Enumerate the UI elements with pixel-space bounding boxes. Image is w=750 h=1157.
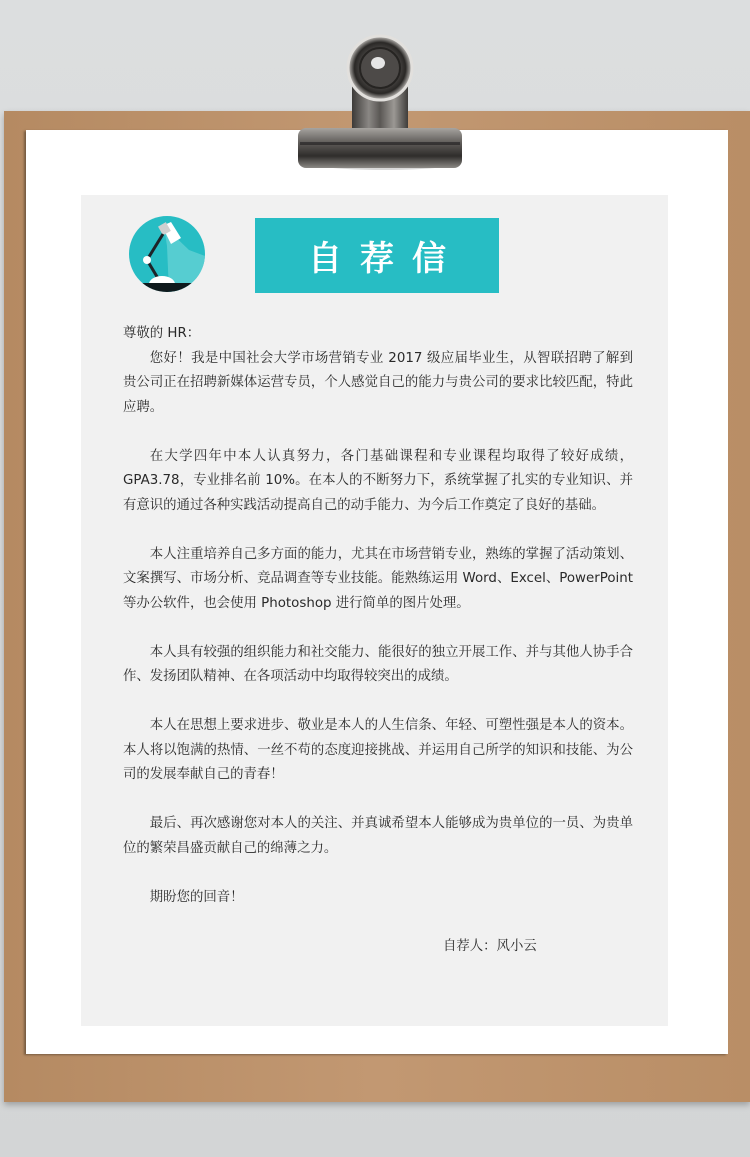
letter-greeting: 尊敬的 HR： [123, 326, 201, 341]
letter-paragraph: 在大学四年中本人认真努力，各门基础课程和专业课程均取得了较好成绩，GPA3.78，专业排名前 10%。在本人的不断努力下，系统掌握了扎实的专业知识、并有意识的通过各种实践活动提高自己的动手能力、为今后工作奠定了良好的基础。 [123, 448, 633, 513]
letter-closing: 期盼您的回音！ [149, 889, 244, 905]
letter-paragraph: 本人在思想上要求进步、敬业是本人的人生信条、年轻、可塑性强是本人的资本。本人将以饱满的热情、一丝不苟的态度迎接挑战、并运用自己所学的知识和技能、为公司的发展奉献自己的青春！ [123, 718, 633, 782]
page-title: 自荐信 [255, 218, 499, 293]
letter-paragraph: 您好！我是中国社会大学市场营销专业 2017 级应届毕业生，从智联招聘了解到贵公司正在招聘新媒体运营专员，个人感觉自己的能力与贵公司的要求比较匹配，特此应聘。 [123, 350, 633, 415]
binder-clip-icon [290, 22, 470, 172]
letter-paragraph: 本人具有较强的组织能力和社交能力、能很好的独立开展工作、并与其他人协手合作、发扬团队精神、在各项活动中均取得较突出的成绩。 [123, 644, 633, 684]
letter-signature: 自荐人：风小云 [443, 938, 537, 954]
desk-lamp-icon [129, 216, 205, 292]
letter-paragraph: 本人注重培养自己多方面的能力，尤其在市场营销专业，熟练的掌握了活动策划、文案撰写、市场分析、竞品调查等专业技能。能熟练运用 Word、Excel、PowerPoint 等办公软件，也会使用 Photoshop 进行简单的图片处理。 [123, 546, 633, 611]
letter-paragraph: 最后、再次感谢您对本人的关注、并真诚希望本人能够成为贵单位的一员、为贵单位的繁荣昌盛贡献自己的绵薄之力。 [123, 816, 633, 856]
letter-body [123, 322, 633, 959]
